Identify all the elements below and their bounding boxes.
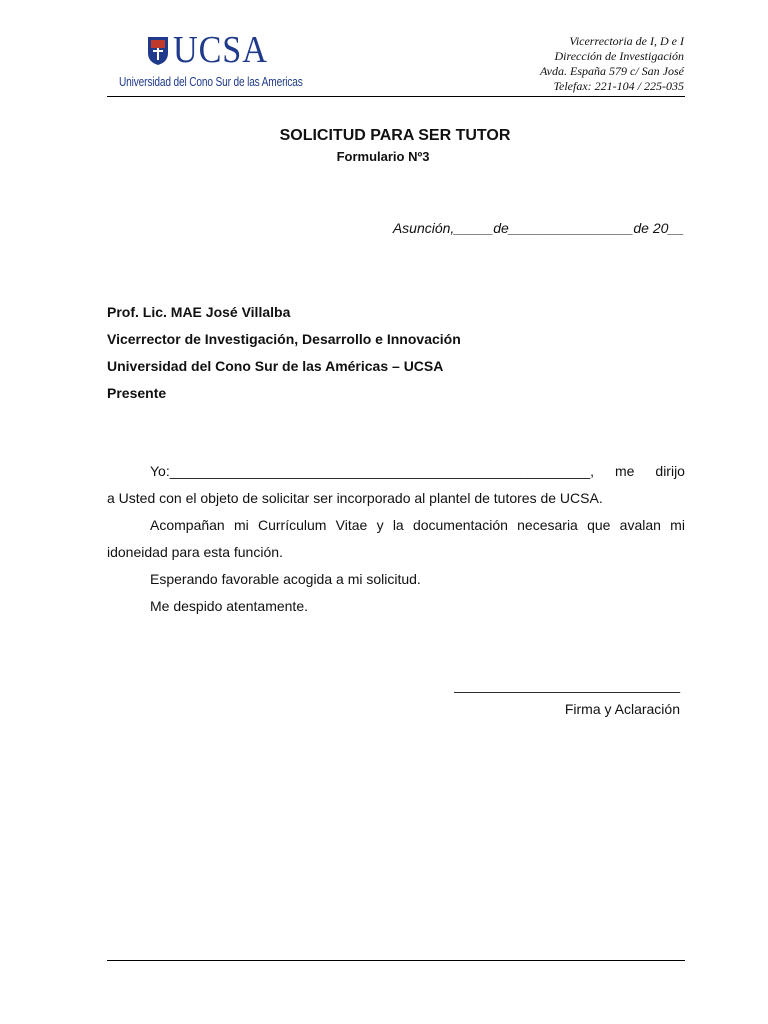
header-info-line: Vicerrectoria de I, D e I (569, 34, 684, 48)
header-divider (107, 96, 685, 97)
name-blank: Yo:______________________________________________________, (150, 463, 595, 479)
crest-icon (147, 36, 169, 66)
body-line-6: Me despido atentamente. (150, 598, 308, 614)
header-info-line: Avda. España 579 c/ San José (540, 64, 684, 78)
recipient-institution: Universidad del Cono Sur de las Américas – UCSA (107, 358, 444, 374)
document-title: SOLICITUD PARA SER TUTOR (279, 127, 511, 144)
recipient-salutation: Presente (107, 385, 167, 401)
header-info-line: Telefax: 221-104 / 225-035 (553, 79, 684, 93)
body-line-1: Yo:______________________________________________________, me dirijo (107, 458, 685, 485)
letter-body (107, 458, 685, 620)
document-subtitle: Formulario Nº3 (336, 149, 430, 164)
header-contact-info (540, 34, 684, 94)
ucsa-logo (117, 29, 303, 94)
body-line-4: idoneidad para esta función. (107, 544, 283, 560)
signature-label: Firma y Aclaración (564, 701, 680, 717)
recipient-position: Vicerrector de Investigación, Desarrollo e Innovación (107, 331, 461, 347)
footer-divider (107, 960, 685, 961)
logo-wordmark: UCSA (173, 29, 268, 71)
logo-subtitle: Universidad del Cono Sur de las Americas (119, 74, 303, 89)
body-line-5: Esperando favorable acogida a mi solicitud. (150, 571, 421, 587)
header-info-line: Dirección de Investigación (554, 49, 684, 63)
recipient-name: Prof. Lic. MAE José Villalba (107, 304, 291, 320)
body-line-3: Acompañan mi Currículum Vitae y la documentación necesaria que avalan mi (150, 517, 685, 533)
body-line-2: a Usted con el objeto de solicitar ser incorporado al plantel de tutores de UCSA. (107, 490, 603, 506)
signature-line: _____________________________ (454, 677, 680, 693)
recipient-block (107, 299, 461, 407)
date-line: Asunción,_____de________________de 20__ (392, 220, 684, 236)
